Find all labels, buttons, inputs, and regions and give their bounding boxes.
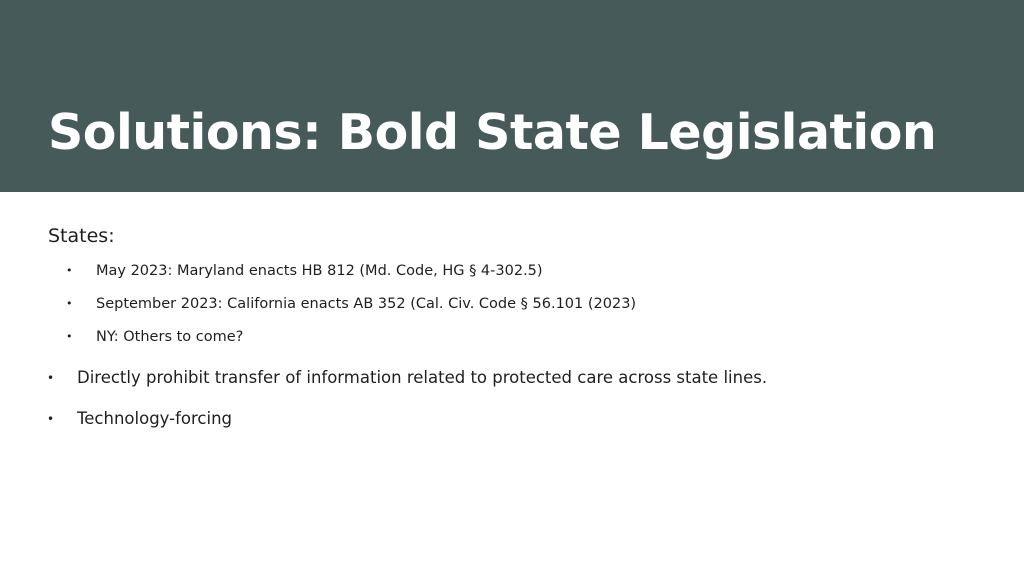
- list-item-text: Technology-forcing: [77, 409, 233, 428]
- states-heading: States:: [48, 225, 115, 247]
- bullet-icon: •: [66, 330, 73, 343]
- list-item-text: May 2023: Maryland enacts HB 812 (Md. Code, HG § 4-302.5): [96, 263, 543, 279]
- slide-title: Solutions: Bold State Legislation: [48, 104, 937, 161]
- list-item-text: Directly prohibit transfer of information related to protected care across state lines.: [77, 368, 768, 387]
- bullet-icon: •: [47, 412, 55, 426]
- bullet-icon: •: [66, 297, 73, 310]
- bullet-icon: •: [47, 371, 55, 385]
- list-item-text: NY: Others to come?: [96, 329, 244, 345]
- bullet-icon: •: [66, 264, 73, 277]
- list-item-text: September 2023: California enacts AB 352 (Cal. Civ. Code § 56.101 (2023): [96, 296, 637, 312]
